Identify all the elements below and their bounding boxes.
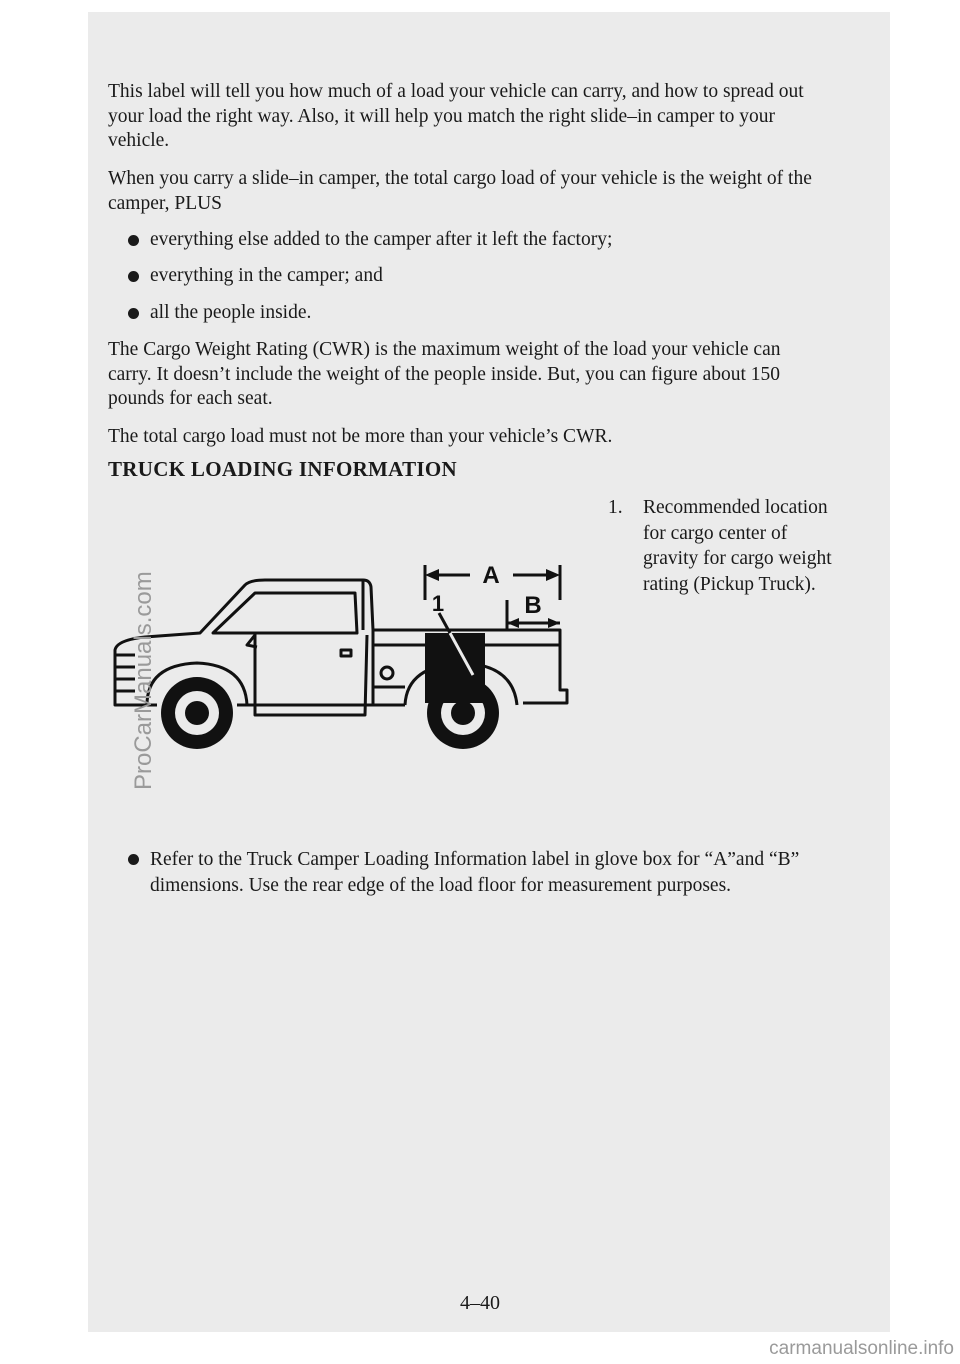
bullet-icon xyxy=(128,854,139,865)
total-paragraph: The total cargo load must not be more than your vehicle’s CWR. xyxy=(108,426,613,447)
callout-1-label: 1 xyxy=(431,591,445,616)
note-text: Refer to the Truck Camper Loading Information label in glove box for “A”and “B” dimensions. Use the rear edge of the load floor for measurement purposes. xyxy=(150,849,800,896)
bottom-watermark: carmanualsonline.info xyxy=(769,1338,954,1359)
bullet-icon xyxy=(128,235,139,246)
caption-number: 1. xyxy=(608,497,623,518)
bullet-item: everything in the camper; and xyxy=(150,264,383,289)
intro-paragraph: This label will tell you how much of a load your vehicle can carry, and how to spread out your load the right way. Also, it will help you match the right slide–in camper to your vehicle. xyxy=(108,81,804,151)
bullet-icon xyxy=(128,308,139,319)
cwr-paragraph: The Cargo Weight Rating (CWR) is the maximum weight of the load your vehicle can carry. It doesn’t include the weight of the people inside. But, you can figure about 150 pounds for each seat. xyxy=(108,339,781,409)
pickup-truck-diagram xyxy=(105,555,575,755)
section-heading: TRUCK LOADING INFORMATION xyxy=(108,457,457,481)
bullet-item: all the people inside. xyxy=(150,301,311,326)
bullet-icon xyxy=(128,271,139,282)
caption-text: Recommended location for cargo center of gravity for cargo weight rating (Pickup Truck). xyxy=(643,497,832,595)
camper-paragraph: When you carry a slide–in camper, the total cargo load of your vehicle is the weight of the camper, PLUS xyxy=(108,168,812,214)
bullet-item: everything else added to the camper after it left the factory; xyxy=(150,228,612,253)
dimension-a-label: A xyxy=(482,562,500,589)
page-number: 4–40 xyxy=(460,1292,500,1314)
dimension-b-label: B xyxy=(524,592,542,619)
note-bullet xyxy=(150,847,830,898)
side-watermark: ProCarManuals.com xyxy=(130,571,157,790)
